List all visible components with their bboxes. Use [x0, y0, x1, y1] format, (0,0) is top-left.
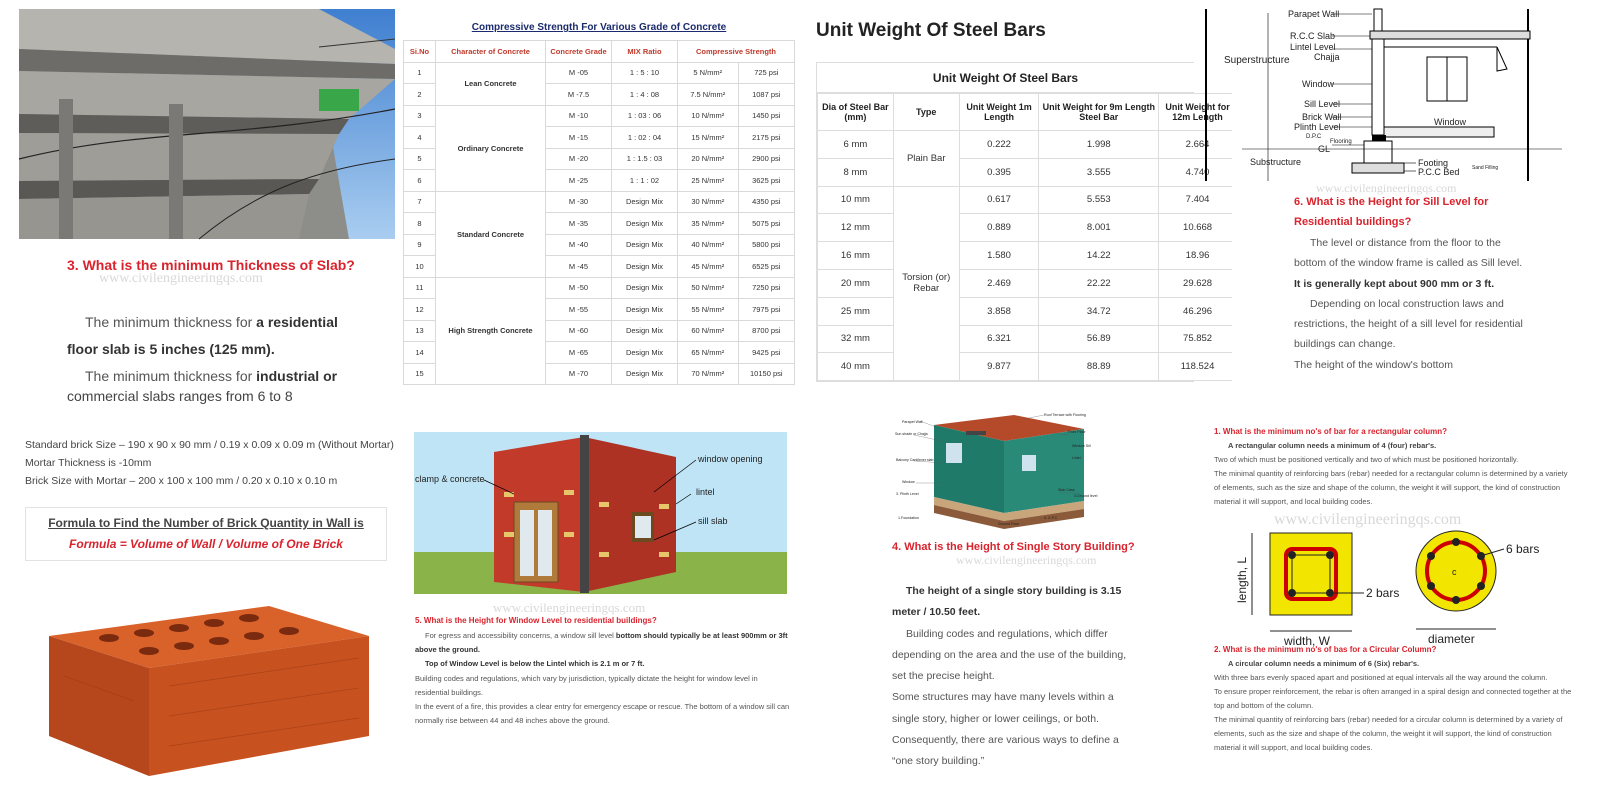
steel-row: [818, 214, 1237, 242]
label-plinth: Plinth Level: [1294, 122, 1341, 132]
steel-cell: 8.001: [1039, 214, 1159, 242]
compressive-cell: 45 N/mm²: [678, 256, 739, 278]
compressive-cell: 1 : 5 : 10: [612, 62, 678, 84]
compressive-table-body: [404, 62, 795, 385]
compressive-cell: 2175 psi: [738, 127, 794, 149]
circ-column-answer: A circular column needs a minimum of 6 (Six) rebar's.: [1228, 659, 1420, 668]
slab-question: 3. What is the minimum Thickness of Slab?: [67, 257, 355, 273]
compressive-cell: Design Mix: [612, 256, 678, 278]
circ-column-text-1: With three bars evenly spaced apart and positioned at equal intervals all the way around the column.: [1214, 673, 1548, 682]
compressive-cell: 6: [404, 170, 436, 192]
label-gl: GL: [1318, 144, 1331, 154]
formula-box: [25, 507, 387, 561]
steel-cell: 2.469: [959, 269, 1039, 297]
compressive-row: [404, 191, 795, 213]
compressive-cell: 55 N/mm²: [678, 299, 739, 321]
steel-cell: 25 mm: [818, 297, 894, 325]
compressive-cell: 10 N/mm²: [678, 105, 739, 127]
steel-cell: 12 mm: [818, 214, 894, 242]
concrete-character-cell: Lean Concrete: [436, 62, 546, 105]
compressive-cell: 1 : 03 : 06: [612, 105, 678, 127]
compressive-cell: M -70: [546, 363, 612, 385]
label-window-opening: window opening: [698, 454, 763, 464]
label-rcc: R.C.C Slab: [1290, 31, 1336, 41]
compressive-cell: 725 psi: [738, 62, 794, 84]
compressive-cell: 1 : 4 : 08: [612, 84, 678, 106]
compressive-cell: M -65: [546, 342, 612, 364]
label-substructure: Substructure: [1250, 157, 1302, 167]
brick-with-mortar-line: Brick Size with Mortar – 200 x 100 x 100 mm / 0.20 x 0.10 x 0.10 m: [25, 475, 338, 487]
steel-cell: 14.22: [1039, 242, 1159, 270]
compressive-cell: 5: [404, 148, 436, 170]
compressive-cell: 9425 psi: [738, 342, 794, 364]
label-six-bars: 6 bars: [1506, 542, 1540, 556]
sill-level-panel: [1224, 9, 1562, 391]
compressive-cell: M -10: [546, 105, 612, 127]
compressive-cell: 65 N/mm²: [678, 342, 739, 364]
compressive-cell: Design Mix: [612, 320, 678, 342]
compressive-cell: 5075 psi: [738, 213, 794, 235]
steel-row: [818, 186, 1237, 214]
compressive-cell: M -05: [546, 62, 612, 84]
compressive-cell: 60 N/mm²: [678, 320, 739, 342]
compressive-cell: M -25: [546, 170, 612, 192]
window-question: 5. What is the Height for Window Level to residential buildings?: [415, 616, 657, 625]
label-balcony: Balcony Cantilever slab: [896, 458, 934, 462]
col-dia: Dia of Steel Bar (mm): [818, 94, 894, 131]
rect-column-question: 1. What is the minimum no's of bar for a rectangular column?: [1214, 427, 1448, 436]
concrete-character-cell: High Strength Concrete: [436, 277, 546, 385]
label-clamp: clamp & concrete: [415, 474, 485, 484]
compressive-cell: 15: [404, 363, 436, 385]
brick-room-render: [414, 432, 787, 594]
steel-weight-panel: [816, 20, 1230, 386]
compressive-cell: 1087 psi: [738, 84, 794, 106]
steel-cell: 1.998: [1039, 131, 1159, 159]
steel-cell: 32 mm: [818, 325, 894, 353]
bar-type-cell: Torsion (or) Rebar: [893, 186, 959, 381]
compressive-cell: 8700 psi: [738, 320, 794, 342]
label-diameter: diameter: [1428, 632, 1475, 646]
col-weight-12m: Unit Weight for 12m Length: [1159, 94, 1237, 131]
steel-table: [817, 93, 1237, 381]
bar-type-cell: Plain Bar: [893, 131, 959, 187]
label-window: Window: [902, 480, 915, 484]
steel-cell: 7.404: [1159, 186, 1237, 214]
col-si-no: Si.No: [404, 41, 436, 63]
sill-answer: The level or distance from the floor to the bottom of the window frame is called as Sill level. It is generally kept about 900 mm or 3 ft. Depending on local construction laws and restrictions, the height of a sill level for residential buildings can change. The height of the window's bottom: [1294, 237, 1523, 371]
compressive-cell: M -35: [546, 213, 612, 235]
col-type: Type: [893, 94, 959, 131]
compressive-cell: 5800 psi: [738, 234, 794, 256]
steel-cell: 118.524: [1159, 353, 1237, 381]
wall-section-diagram: [1224, 9, 1562, 189]
story-answer: The height of a single story building is 3.15 meter / 10.50 feet. Building codes and regulations, which differ depending on the area and the use of the building, set the precise height. Some structures may have many levels within a single story, higher or lower ceilings, or both. Consequently, there are various ways to define a “one story building.”: [892, 585, 1127, 768]
steel-header-row: [818, 94, 1237, 131]
circ-column-text-2: To ensure proper reinforcement, the rebar is often arranged in a spiral design and connected together at the top and bottom of the column.: [1214, 687, 1572, 710]
compressive-cell: 9: [404, 234, 436, 256]
concrete-character-cell: Ordinary Concrete: [436, 105, 546, 191]
compressive-cell: 4350 psi: [738, 191, 794, 213]
column-watermark: www.civilengineeringqs.com: [1274, 511, 1462, 528]
compressive-cell: 14: [404, 342, 436, 364]
window-level-panel: [413, 432, 795, 744]
label-ground-level: 3.Ground level: [1074, 494, 1098, 498]
label-parapet: Parapet Wall: [1288, 9, 1340, 19]
steel-cell: 5.553: [1039, 186, 1159, 214]
steel-cell: 10.668: [1159, 214, 1237, 242]
label-sunshade: Sun shade or Chajja: [895, 432, 928, 436]
compressive-cell: 20 N/mm²: [678, 148, 739, 170]
steel-cell: 0.222: [959, 131, 1039, 159]
compressive-cell: M -30: [546, 191, 612, 213]
label-two-bars: 2 bars: [1366, 586, 1400, 600]
label-sill-slab: sill slab: [698, 516, 728, 526]
compressive-row: [404, 277, 795, 299]
steel-cell: 46.296: [1159, 297, 1237, 325]
steel-cell: 3.858: [959, 297, 1039, 325]
compressive-cell: 4: [404, 127, 436, 149]
compressive-cell: 8: [404, 213, 436, 235]
compressive-table: [403, 40, 795, 385]
col-weight-9m: Unit Weight for 9m Length Steel Bar: [1039, 94, 1159, 131]
slab-answer: The minimum thickness for a residential floor slab is 5 inches (125 mm). The minimum thickness for industrial or: [67, 314, 338, 384]
compressive-cell: M -15: [546, 127, 612, 149]
circ-column-text-3: The minimal quantity of reinforcing bars (rebar) needed for a circular column is determined by a variety of elements, such as the size and shape of the column, the weight it will support, the kind of construction material it will support, and local building codes.: [1214, 715, 1563, 752]
compressive-cell: 30 N/mm²: [678, 191, 739, 213]
compressive-cell: 10: [404, 256, 436, 278]
steel-heading: Unit Weight Of Steel Bars: [816, 20, 1046, 41]
building-construction-photo: [19, 9, 395, 239]
story-watermark: www.civilengineeringqs.com: [956, 553, 1097, 567]
steel-cell: 56.89: [1039, 325, 1159, 353]
compressive-cell: 11: [404, 277, 436, 299]
compressive-cell: M -45: [546, 256, 612, 278]
steel-cell: 1.580: [959, 242, 1039, 270]
formula-title: Formula to Find the Number of Brick Quantity in Wall is: [48, 516, 364, 530]
compressive-cell: 40 N/mm²: [678, 234, 739, 256]
compressive-row: [404, 105, 795, 127]
col-grade: Concrete Grade: [546, 41, 612, 63]
label-foundation: 1.Foundation: [898, 516, 919, 520]
label-stair: Stair Case: [1058, 488, 1075, 492]
steel-cell: 2.664: [1159, 131, 1237, 159]
compressive-cell: 1450 psi: [738, 105, 794, 127]
compressive-table-title: Compressive Strength For Various Grade of Concrete: [471, 22, 727, 33]
sill-question: 6. What is the Height for Sill Level for Residential buildings?: [1294, 196, 1489, 228]
label-lintel: Lintel: [1072, 456, 1081, 460]
label-plinth: 3. Plinth Level: [896, 492, 919, 496]
compressive-cell: Design Mix: [612, 299, 678, 321]
steel-table-body: [818, 131, 1237, 381]
compressive-cell: 3: [404, 105, 436, 127]
steel-cell: 6.321: [959, 325, 1039, 353]
steel-cell: 8 mm: [818, 158, 894, 186]
col-weight-1m: Unit Weight 1m Length: [959, 94, 1039, 131]
label-window: Window: [1302, 79, 1335, 89]
compressive-cell: 50 N/mm²: [678, 277, 739, 299]
compressive-cell: 7: [404, 191, 436, 213]
steel-row: [818, 269, 1237, 297]
label-chajja: Chajja: [1314, 52, 1340, 62]
rect-column-text-2: The minimal quantity of reinforcing bars (rebar) needed for a rectangular column is determined by a variety of elements, such as the size and shape of the column, the weight it will support, the kind of construction material it will support, and local building codes.: [1214, 469, 1568, 506]
compressive-cell: 2900 psi: [738, 148, 794, 170]
compressive-cell: 13: [404, 320, 436, 342]
col-mix-ratio: MIX Ratio: [612, 41, 678, 63]
compressive-cell: 15 N/mm²: [678, 127, 739, 149]
formula-text: Formula = Volume of Wall / Volume of One Brick: [69, 537, 343, 551]
label-superstructure: Superstructure: [1224, 55, 1290, 66]
label-flooring: Flooring: [1330, 139, 1352, 145]
compressive-cell: 1 : 1.5 : 03: [612, 148, 678, 170]
rect-column-text-1: Two of which must be positioned vertically and two of which must be positioned horizontally.: [1214, 455, 1519, 464]
window-answer: For egress and accessibility concerns, a window sill level bottom should typically be at least 900mm or 3ft above the ground. Top of Window Level is below the Lintel which is 2.1 m or 7 ft. Building codes and regulations, which vary by jurisdiction, typically dictate the height for window level in residential buildings. In the event of a fire, this provides a clear entry for emergency escape or rescue. The bottom of a window sill can normally rise between 44 and 48 inches above the ground.: [415, 631, 790, 726]
compressive-row: [404, 62, 795, 84]
label-window-right: Window: [1434, 117, 1467, 127]
slab-clipped-text: commercial slabs ranges from 6 to 8: [67, 388, 293, 404]
compressive-cell: 6525 psi: [738, 256, 794, 278]
steel-cell: 29.628: [1159, 269, 1237, 297]
compressive-cell: 35 N/mm²: [678, 213, 739, 235]
steel-row: [818, 131, 1237, 159]
col-compressive-strength: Compressive Strength: [678, 41, 795, 63]
circular-column-section: [1214, 643, 1574, 755]
compressive-cell: M -50: [546, 277, 612, 299]
compressive-cell: M -40: [546, 234, 612, 256]
compressive-strength-panel: [403, 16, 795, 386]
compressive-cell: 10150 psi: [738, 363, 794, 385]
label-pcc: P.C.C Bed: [1418, 167, 1460, 177]
steel-row: [818, 297, 1237, 325]
compressive-cell: Design Mix: [612, 191, 678, 213]
label-length: length, L: [1235, 556, 1249, 603]
brick-quantity-panel: [19, 436, 395, 786]
col-character: Character of Concrete: [436, 41, 546, 63]
red-brick-image: [39, 596, 379, 781]
compressive-cell: M -20: [546, 148, 612, 170]
steel-row: [818, 325, 1237, 353]
steel-table-box: [816, 62, 1230, 382]
compressive-cell: 25 N/mm²: [678, 170, 739, 192]
steel-cell: 34.72: [1039, 297, 1159, 325]
label-window-sill: Window Sill: [1072, 444, 1091, 448]
slab-thickness-panel: [19, 9, 395, 404]
compressive-cell: 12: [404, 299, 436, 321]
story-question: 4. What is the Height of Single Story Building?: [892, 541, 1135, 553]
label-width: width, W: [1284, 634, 1331, 648]
column-cross-section-diagram: [1214, 525, 1574, 647]
slab-watermark: www.civilengineeringqs.com: [99, 271, 263, 286]
steel-cell: 88.89: [1039, 353, 1159, 381]
steel-cell: 16 mm: [818, 242, 894, 270]
compressive-cell: Design Mix: [612, 234, 678, 256]
steel-cell: 4.740: [1159, 158, 1237, 186]
compressive-cell: M -7.5: [546, 84, 612, 106]
column-rebar-panel: [1214, 425, 1574, 785]
steel-cell: 22.22: [1039, 269, 1159, 297]
steel-cell: 0.889: [959, 214, 1039, 242]
steel-cell: 75.852: [1159, 325, 1237, 353]
compressive-cell: 7250 psi: [738, 277, 794, 299]
compressive-cell: M -60: [546, 320, 612, 342]
compressive-cell: 7975 psi: [738, 299, 794, 321]
compressive-cell: 3625 psi: [738, 170, 794, 192]
compressive-cell: Design Mix: [612, 342, 678, 364]
compressive-cell: 70 N/mm²: [678, 363, 739, 385]
label-sand: Sand Filling: [1472, 165, 1499, 171]
steel-cell: 6 mm: [818, 131, 894, 159]
steel-row: [818, 242, 1237, 270]
circ-column-question: 2. What is the minimum no's of bas for a Circular Column?: [1214, 645, 1437, 654]
steel-table-title: Unit Weight Of Steel Bars: [817, 63, 1194, 93]
compressive-header-row: [404, 41, 795, 63]
label-lintel: lintel: [696, 487, 715, 497]
single-story-panel: [888, 413, 1150, 795]
steel-cell: 9.877: [959, 353, 1039, 381]
label-roof: Roof Terrace with Flooring: [1044, 413, 1086, 417]
label-center: c: [1452, 567, 1457, 577]
label-ground-floor: Ground Floor: [998, 522, 1020, 526]
compressive-cell: 7.5 N/mm²: [678, 84, 739, 106]
compressive-cell: 5 N/mm²: [678, 62, 739, 84]
steel-cell: 0.617: [959, 186, 1039, 214]
steel-row: [818, 158, 1237, 186]
label-parapet: Parapet Wall: [902, 420, 923, 424]
steel-cell: 10 mm: [818, 186, 894, 214]
compressive-cell: Design Mix: [612, 363, 678, 385]
brick-size-line: Standard brick Size – 190 x 90 x 90 mm / 0.19 x 0.09 x 0.09 m (Without Mortar): [25, 439, 394, 451]
compressive-cell: 1: [404, 62, 436, 84]
house-cutaway-diagram: [894, 413, 1114, 533]
sill-watermark: www.civilengineeringqs.com: [1316, 181, 1457, 195]
steel-cell: 18.96: [1159, 242, 1237, 270]
compressive-cell: M -55: [546, 299, 612, 321]
label-sill: Sill Level: [1304, 99, 1341, 109]
compressive-cell: 1 : 02 : 04: [612, 127, 678, 149]
concrete-character-cell: Standard Concrete: [436, 191, 546, 277]
steel-cell: 40 mm: [818, 353, 894, 381]
compressive-cell: Design Mix: [612, 277, 678, 299]
steel-cell: 3.555: [1039, 158, 1159, 186]
label-lintel: Lintel Level: [1290, 42, 1336, 52]
label-dpc: D.P.C: [1306, 134, 1322, 140]
mortar-thickness-line: Mortar Thickness is -10mm: [25, 457, 152, 469]
compressive-cell: Design Mix: [612, 213, 678, 235]
compressive-cell: 2: [404, 84, 436, 106]
label-footing: Footing: [1418, 158, 1449, 168]
steel-cell: 20 mm: [818, 269, 894, 297]
label-gpc: 4. G.P.C: [1044, 516, 1058, 520]
compressive-cell: 1 : 1 : 02: [612, 170, 678, 192]
label-brick: Brick Wall: [1302, 112, 1342, 122]
rect-column-answer: A rectangular column needs a minimum of 4 (four) rebar's.: [1228, 441, 1437, 450]
label-front-floor: Front Floor: [1068, 430, 1086, 434]
window-watermark: www.civilengineeringqs.com: [493, 600, 646, 615]
steel-row: [818, 353, 1237, 381]
steel-cell: 0.395: [959, 158, 1039, 186]
